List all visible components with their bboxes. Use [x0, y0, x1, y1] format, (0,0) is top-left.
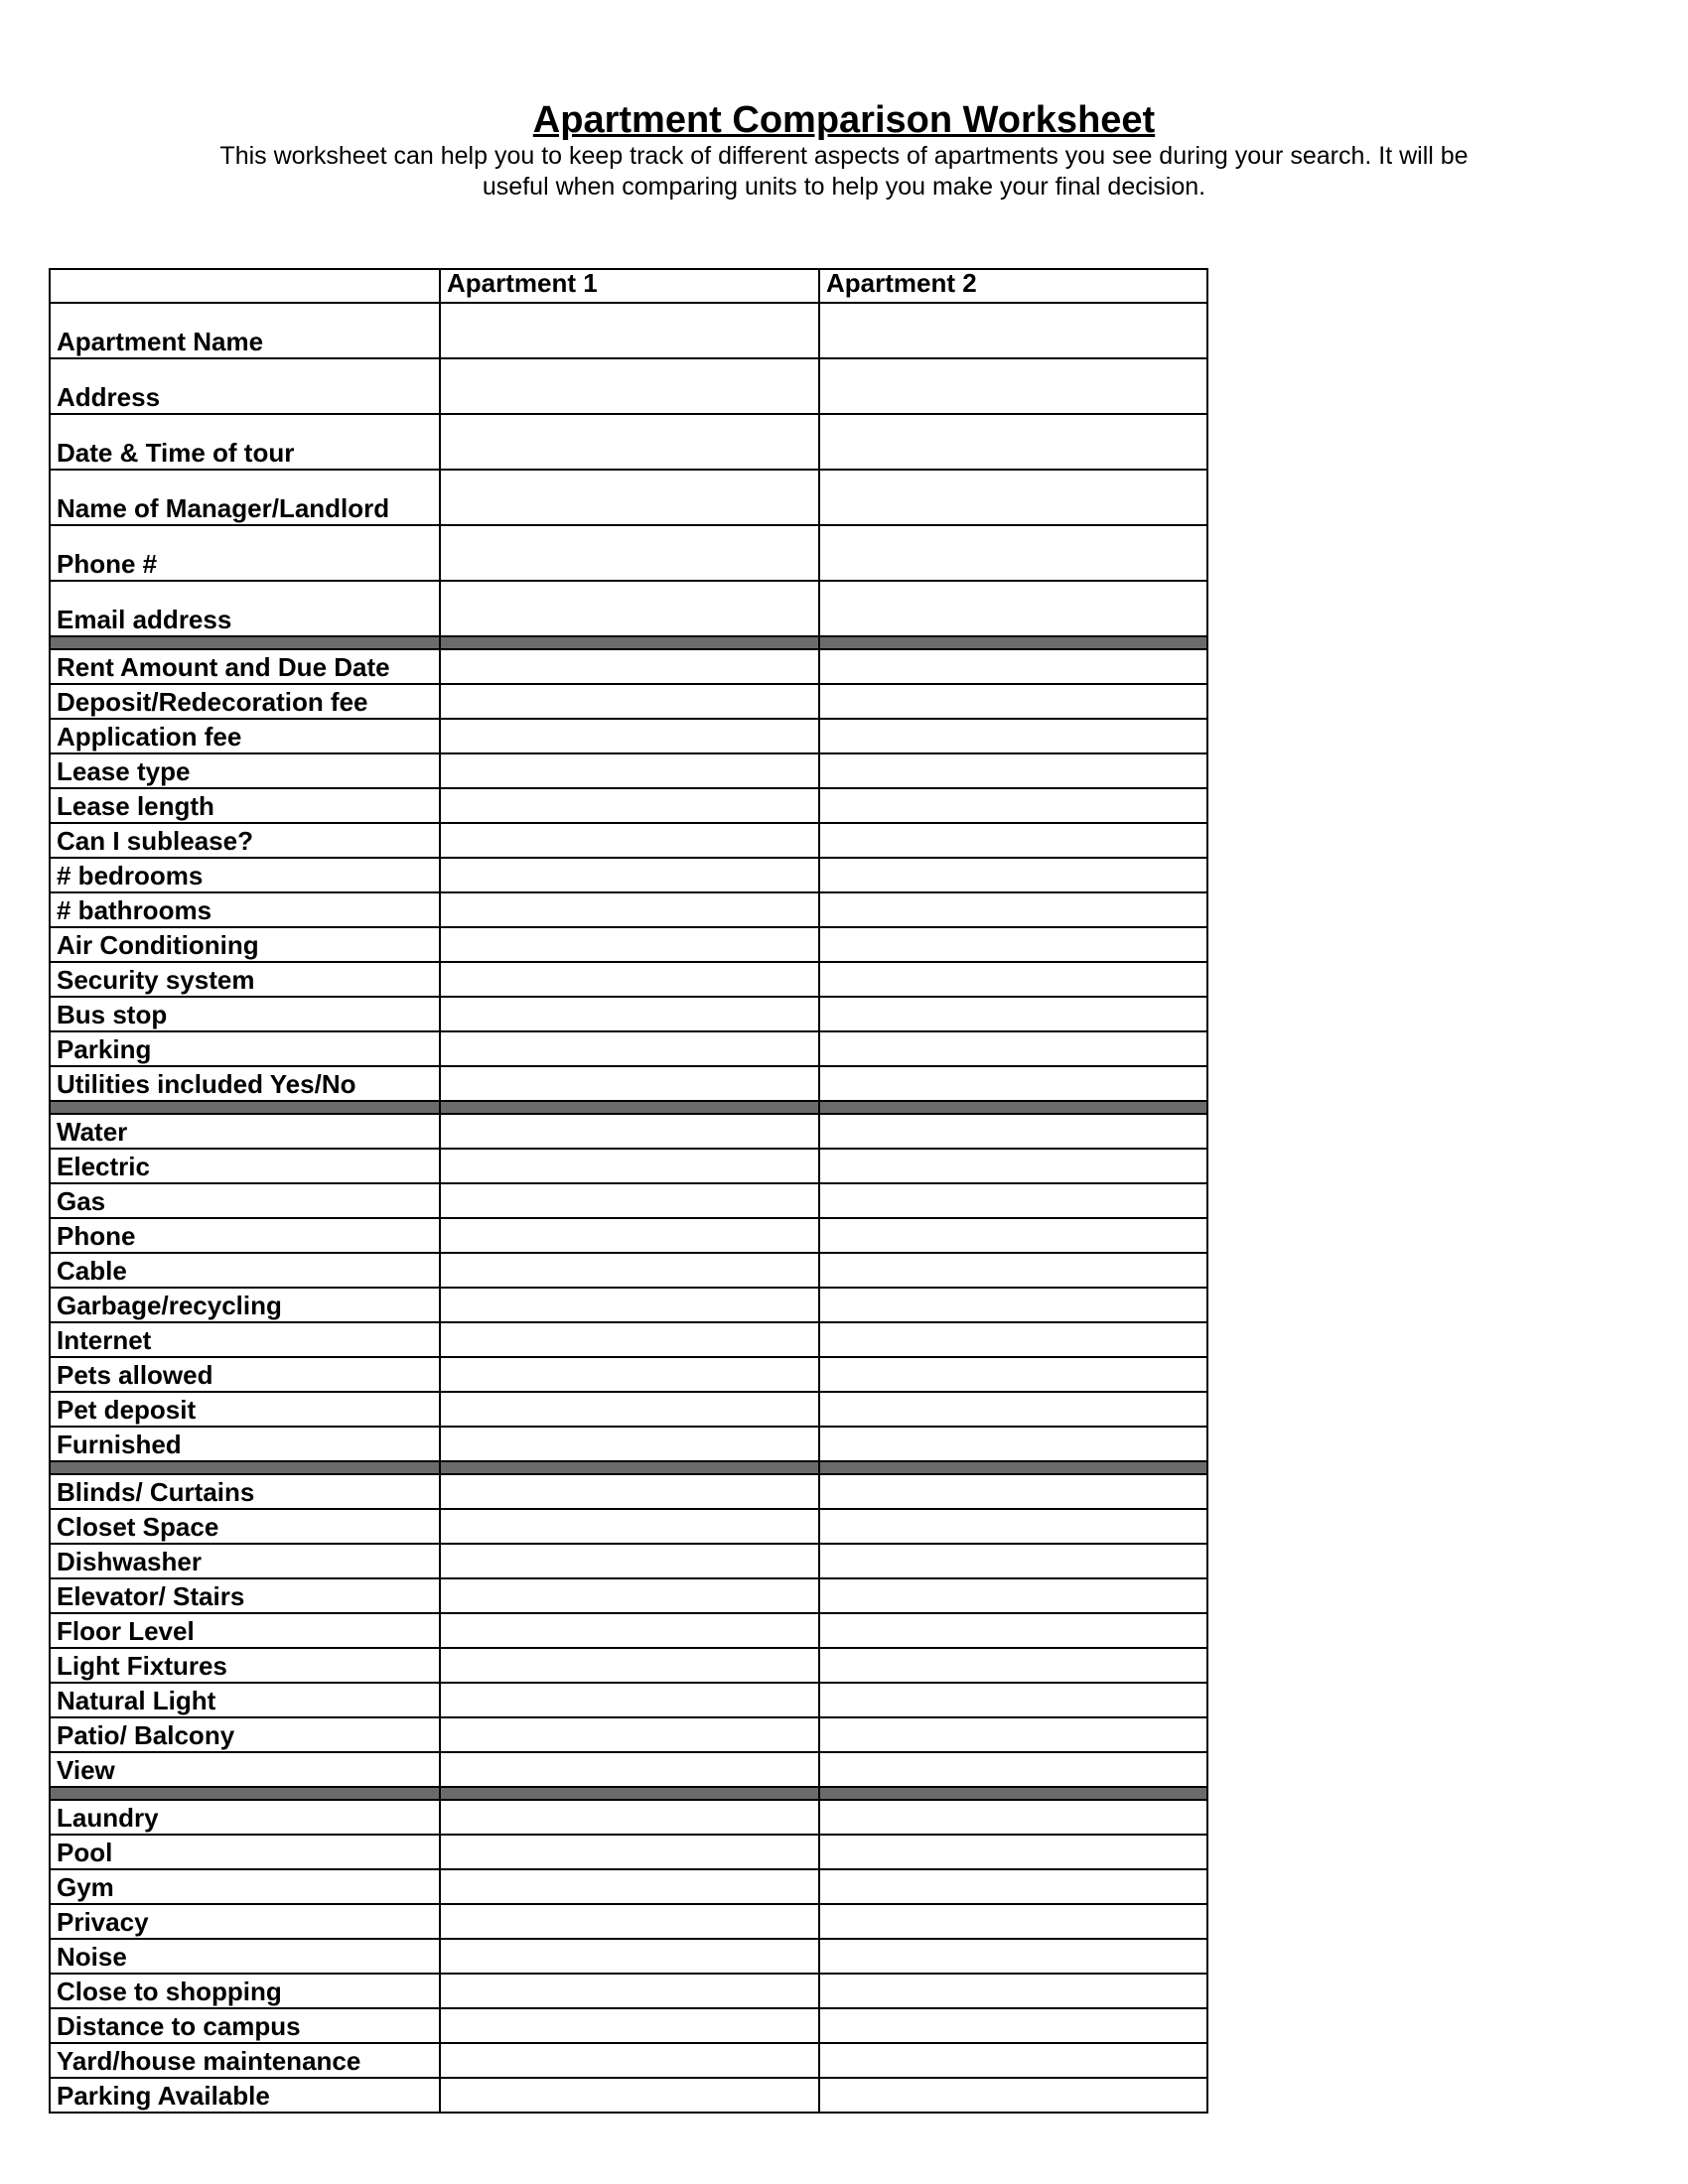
- table-row: [50, 684, 1207, 719]
- apartment-2-entry-cell[interactable]: [819, 997, 1207, 1031]
- divider-cell: [440, 1101, 819, 1114]
- divider-cell: [440, 1461, 819, 1474]
- row-label: Yard/house maintenance: [50, 2043, 440, 2078]
- divider-cell: [819, 1787, 1207, 1800]
- section-divider: [50, 1787, 1207, 1800]
- row-label: Pool: [50, 1835, 440, 1869]
- apartment-2-entry-cell[interactable]: [819, 470, 1207, 525]
- apartment-2-entry-cell[interactable]: [819, 2008, 1207, 2043]
- table-row: [50, 1031, 1207, 1066]
- table-row: [50, 2043, 1207, 2078]
- table-row: [50, 1322, 1207, 1357]
- divider-cell: [819, 636, 1207, 649]
- table-row: [50, 581, 1207, 636]
- apartment-1-entry-cell[interactable]: [440, 1509, 819, 1544]
- apartment-2-entry-cell[interactable]: [819, 823, 1207, 858]
- apartment-1-entry-cell[interactable]: [440, 753, 819, 788]
- apartment-2-entry-cell[interactable]: [819, 1114, 1207, 1149]
- apartment-2-entry-cell[interactable]: [819, 1578, 1207, 1613]
- comparison-table: [49, 268, 1208, 2114]
- row-label: Deposit/Redecoration fee: [50, 684, 440, 719]
- row-label: Address: [50, 358, 440, 414]
- row-label: Natural Light: [50, 1683, 440, 1717]
- divider-cell: [50, 636, 440, 649]
- apartment-2-entry-cell[interactable]: [819, 1648, 1207, 1683]
- row-label: Close to shopping: [50, 1974, 440, 2008]
- apartment-1-entry-cell[interactable]: [440, 1683, 819, 1717]
- row-label: Lease type: [50, 753, 440, 788]
- apartment-1-entry-cell[interactable]: [440, 1392, 819, 1427]
- apartment-2-entry-cell[interactable]: [819, 1974, 1207, 2008]
- apartment-1-entry-cell[interactable]: [440, 858, 819, 892]
- apartment-1-entry-cell[interactable]: [440, 414, 819, 470]
- row-label: Dishwasher: [50, 1544, 440, 1578]
- divider-cell: [440, 636, 819, 649]
- apartment-2-entry-cell[interactable]: [819, 1288, 1207, 1322]
- row-label: Can I sublease?: [50, 823, 440, 858]
- row-label: Email address: [50, 581, 440, 636]
- table-row: [50, 1800, 1207, 1835]
- apartment-2-entry-cell[interactable]: [819, 1392, 1207, 1427]
- apartment-2-entry-cell[interactable]: [819, 1800, 1207, 1835]
- table-row: [50, 962, 1207, 997]
- apartment-1-entry-cell[interactable]: [440, 684, 819, 719]
- table-row: [50, 525, 1207, 581]
- table-row: [50, 719, 1207, 753]
- row-label: Lease length: [50, 788, 440, 823]
- table-row: [50, 823, 1207, 858]
- table-row: [50, 1253, 1207, 1288]
- row-label: Furnished: [50, 1427, 440, 1461]
- apartment-2-entry-cell[interactable]: [819, 788, 1207, 823]
- table-row: [50, 1578, 1207, 1613]
- table-row: [50, 858, 1207, 892]
- table-row: [50, 892, 1207, 927]
- apartment-1-entry-cell[interactable]: [440, 1717, 819, 1752]
- apartment-1-entry-cell[interactable]: [440, 892, 819, 927]
- table-row: [50, 358, 1207, 414]
- row-label: Utilities included Yes/No: [50, 1066, 440, 1101]
- apartment-2-entry-cell[interactable]: [819, 1031, 1207, 1066]
- row-label: Closet Space: [50, 1509, 440, 1544]
- apartment-2-entry-cell[interactable]: [819, 1357, 1207, 1392]
- row-label: Air Conditioning: [50, 927, 440, 962]
- table-row: [50, 753, 1207, 788]
- table-row: [50, 1066, 1207, 1101]
- row-label: # bathrooms: [50, 892, 440, 927]
- apartment-1-entry-cell[interactable]: [440, 1544, 819, 1578]
- table-row: [50, 1648, 1207, 1683]
- table-row: [50, 1752, 1207, 1787]
- row-label: Elevator/ Stairs: [50, 1578, 440, 1613]
- apartment-2-entry-cell[interactable]: [819, 358, 1207, 414]
- table-row: [50, 1474, 1207, 1509]
- section-divider: [50, 636, 1207, 649]
- comparison-table-body: [50, 269, 1207, 2113]
- table-row: [50, 1869, 1207, 1904]
- apartment-1-entry-cell[interactable]: [440, 1904, 819, 1939]
- apartment-1-entry-cell[interactable]: [440, 1869, 819, 1904]
- apartment-1-entry-cell[interactable]: [440, 581, 819, 636]
- apartment-2-entry-cell[interactable]: [819, 719, 1207, 753]
- row-label: Cable: [50, 1253, 440, 1288]
- table-row: [50, 1357, 1207, 1392]
- apartment-1-entry-cell[interactable]: [440, 1974, 819, 2008]
- row-label: Name of Manager/Landlord: [50, 470, 440, 525]
- table-row: [50, 2008, 1207, 2043]
- apartment-2-entry-cell[interactable]: [819, 414, 1207, 470]
- row-label: Electric: [50, 1149, 440, 1183]
- row-label: Parking: [50, 1031, 440, 1066]
- apartment-2-entry-cell[interactable]: [819, 962, 1207, 997]
- row-label: Laundry: [50, 1800, 440, 1835]
- row-label: Date & Time of tour: [50, 414, 440, 470]
- divider-cell: [440, 1787, 819, 1800]
- subtitle-line-1: This worksheet can help you to keep track of different aspects of apartments you see during your search. It will be: [219, 142, 1469, 170]
- apartment-2-entry-cell[interactable]: [819, 525, 1207, 581]
- apartment-2-entry-cell[interactable]: [819, 1835, 1207, 1869]
- apartment-2-entry-cell[interactable]: [819, 1322, 1207, 1357]
- apartment-1-entry-cell[interactable]: [440, 2043, 819, 2078]
- apartment-1-entry-cell[interactable]: [440, 358, 819, 414]
- row-label: View: [50, 1752, 440, 1787]
- apartment-1-entry-cell[interactable]: [440, 1752, 819, 1787]
- row-label: Apartment Name: [50, 303, 440, 358]
- apartment-1-entry-cell[interactable]: [440, 470, 819, 525]
- divider-cell: [50, 1787, 440, 1800]
- apartment-2-entry-cell[interactable]: [819, 858, 1207, 892]
- apartment-2-entry-cell[interactable]: [819, 892, 1207, 927]
- apartment-1-entry-cell[interactable]: [440, 1427, 819, 1461]
- apartment-2-entry-cell[interactable]: [819, 1939, 1207, 1974]
- row-label: # bedrooms: [50, 858, 440, 892]
- apartment-2-entry-cell[interactable]: [819, 753, 1207, 788]
- row-label: Phone #: [50, 525, 440, 581]
- table-row: [50, 1509, 1207, 1544]
- apartment-1-entry-cell[interactable]: [440, 1218, 819, 1253]
- row-label: Application fee: [50, 719, 440, 753]
- apartment-1-entry-cell[interactable]: [440, 823, 819, 858]
- table-row: [50, 1974, 1207, 2008]
- header-apartment-2: Apartment 2: [819, 269, 1207, 303]
- table-row: [50, 1544, 1207, 1578]
- divider-cell: [819, 1101, 1207, 1114]
- table-row: [50, 1218, 1207, 1253]
- table-row: [50, 1392, 1207, 1427]
- apartment-2-entry-cell[interactable]: [819, 1613, 1207, 1648]
- table-row: [50, 997, 1207, 1031]
- apartment-2-entry-cell[interactable]: [819, 1869, 1207, 1904]
- row-label: Internet: [50, 1322, 440, 1357]
- row-label: Pets allowed: [50, 1357, 440, 1392]
- row-label: Gas: [50, 1183, 440, 1218]
- divider-cell: [50, 1461, 440, 1474]
- row-label: Floor Level: [50, 1613, 440, 1648]
- table-row: [50, 1835, 1207, 1869]
- row-label: Phone: [50, 1218, 440, 1253]
- apartment-2-entry-cell[interactable]: [819, 303, 1207, 358]
- table-row: [50, 788, 1207, 823]
- row-label: Parking Available: [50, 2078, 440, 2113]
- apartment-1-entry-cell[interactable]: [440, 1288, 819, 1322]
- subtitle-line-2: useful when comparing units to help you make your final decision.: [482, 173, 1206, 201]
- apartment-1-entry-cell[interactable]: [440, 1613, 819, 1648]
- table-row: [50, 1939, 1207, 1974]
- section-divider: [50, 1461, 1207, 1474]
- apartment-1-entry-cell[interactable]: [440, 2078, 819, 2113]
- apartment-1-entry-cell[interactable]: [440, 1031, 819, 1066]
- apartment-1-entry-cell[interactable]: [440, 962, 819, 997]
- apartment-1-entry-cell[interactable]: [440, 1253, 819, 1288]
- table-header-row: [50, 269, 1207, 303]
- page-title: Apartment Comparison Worksheet: [532, 99, 1156, 141]
- apartment-1-entry-cell[interactable]: [440, 1322, 819, 1357]
- table-row: [50, 1114, 1207, 1149]
- apartment-1-entry-cell[interactable]: [440, 788, 819, 823]
- page-subtitle: [139, 141, 1549, 203]
- apartment-1-entry-cell[interactable]: [440, 1114, 819, 1149]
- table-row: [50, 1613, 1207, 1648]
- apartment-1-entry-cell[interactable]: [440, 1939, 819, 1974]
- apartment-1-entry-cell[interactable]: [440, 997, 819, 1031]
- row-label: Light Fixtures: [50, 1648, 440, 1683]
- apartment-2-entry-cell[interactable]: [819, 1474, 1207, 1509]
- apartment-1-entry-cell[interactable]: [440, 719, 819, 753]
- table-row: [50, 649, 1207, 684]
- apartment-2-entry-cell[interactable]: [819, 1509, 1207, 1544]
- divider-cell: [50, 1101, 440, 1114]
- row-label: Distance to campus: [50, 2008, 440, 2043]
- row-label: Garbage/recycling: [50, 1288, 440, 1322]
- table-row: [50, 1427, 1207, 1461]
- apartment-2-entry-cell[interactable]: [819, 1183, 1207, 1218]
- table-row: [50, 414, 1207, 470]
- apartment-1-entry-cell[interactable]: [440, 1474, 819, 1509]
- apartment-2-entry-cell[interactable]: [819, 649, 1207, 684]
- row-label: Pet deposit: [50, 1392, 440, 1427]
- table-row: [50, 1183, 1207, 1218]
- apartment-2-entry-cell[interactable]: [819, 2043, 1207, 2078]
- table-row: [50, 1904, 1207, 1939]
- divider-cell: [819, 1461, 1207, 1474]
- apartment-2-entry-cell[interactable]: [819, 1066, 1207, 1101]
- apartment-2-entry-cell[interactable]: [819, 581, 1207, 636]
- apartment-1-entry-cell[interactable]: [440, 1149, 819, 1183]
- table-row: [50, 2078, 1207, 2113]
- row-label: Privacy: [50, 1904, 440, 1939]
- apartment-1-entry-cell[interactable]: [440, 2008, 819, 2043]
- row-label: Rent Amount and Due Date: [50, 649, 440, 684]
- row-label: Blinds/ Curtains: [50, 1474, 440, 1509]
- row-label: Patio/ Balcony: [50, 1717, 440, 1752]
- table-row: [50, 1288, 1207, 1322]
- table-row: [50, 1683, 1207, 1717]
- section-divider: [50, 1101, 1207, 1114]
- apartment-2-entry-cell[interactable]: [819, 1717, 1207, 1752]
- apartment-2-entry-cell[interactable]: [819, 1544, 1207, 1578]
- apartment-1-entry-cell[interactable]: [440, 927, 819, 962]
- table-row: [50, 927, 1207, 962]
- apartment-2-entry-cell[interactable]: [819, 1752, 1207, 1787]
- apartment-2-entry-cell[interactable]: [819, 927, 1207, 962]
- apartment-1-entry-cell[interactable]: [440, 1357, 819, 1392]
- table-row: [50, 303, 1207, 358]
- apartment-2-entry-cell[interactable]: [819, 1149, 1207, 1183]
- apartment-1-entry-cell[interactable]: [440, 1066, 819, 1101]
- apartment-1-entry-cell[interactable]: [440, 1183, 819, 1218]
- apartment-1-entry-cell[interactable]: [440, 525, 819, 581]
- table-row: [50, 470, 1207, 525]
- row-label: Bus stop: [50, 997, 440, 1031]
- apartment-1-entry-cell[interactable]: [440, 1835, 819, 1869]
- apartment-2-entry-cell[interactable]: [819, 1904, 1207, 1939]
- apartment-2-entry-cell[interactable]: [819, 1427, 1207, 1461]
- apartment-2-entry-cell[interactable]: [819, 684, 1207, 719]
- header-blank-cell: [50, 269, 440, 303]
- apartment-2-entry-cell[interactable]: [819, 1253, 1207, 1288]
- apartment-2-entry-cell[interactable]: [819, 1683, 1207, 1717]
- apartment-1-entry-cell[interactable]: [440, 303, 819, 358]
- apartment-2-entry-cell[interactable]: [819, 1218, 1207, 1253]
- header-apartment-1: Apartment 1: [440, 269, 819, 303]
- row-label: Water: [50, 1114, 440, 1149]
- apartment-2-entry-cell[interactable]: [819, 2078, 1207, 2113]
- row-label: Noise: [50, 1939, 440, 1974]
- table-row: [50, 1717, 1207, 1752]
- apartment-1-entry-cell[interactable]: [440, 649, 819, 684]
- apartment-1-entry-cell[interactable]: [440, 1800, 819, 1835]
- row-label: Security system: [50, 962, 440, 997]
- table-row: [50, 1149, 1207, 1183]
- apartment-1-entry-cell[interactable]: [440, 1648, 819, 1683]
- apartment-1-entry-cell[interactable]: [440, 1578, 819, 1613]
- row-label: Gym: [50, 1869, 440, 1904]
